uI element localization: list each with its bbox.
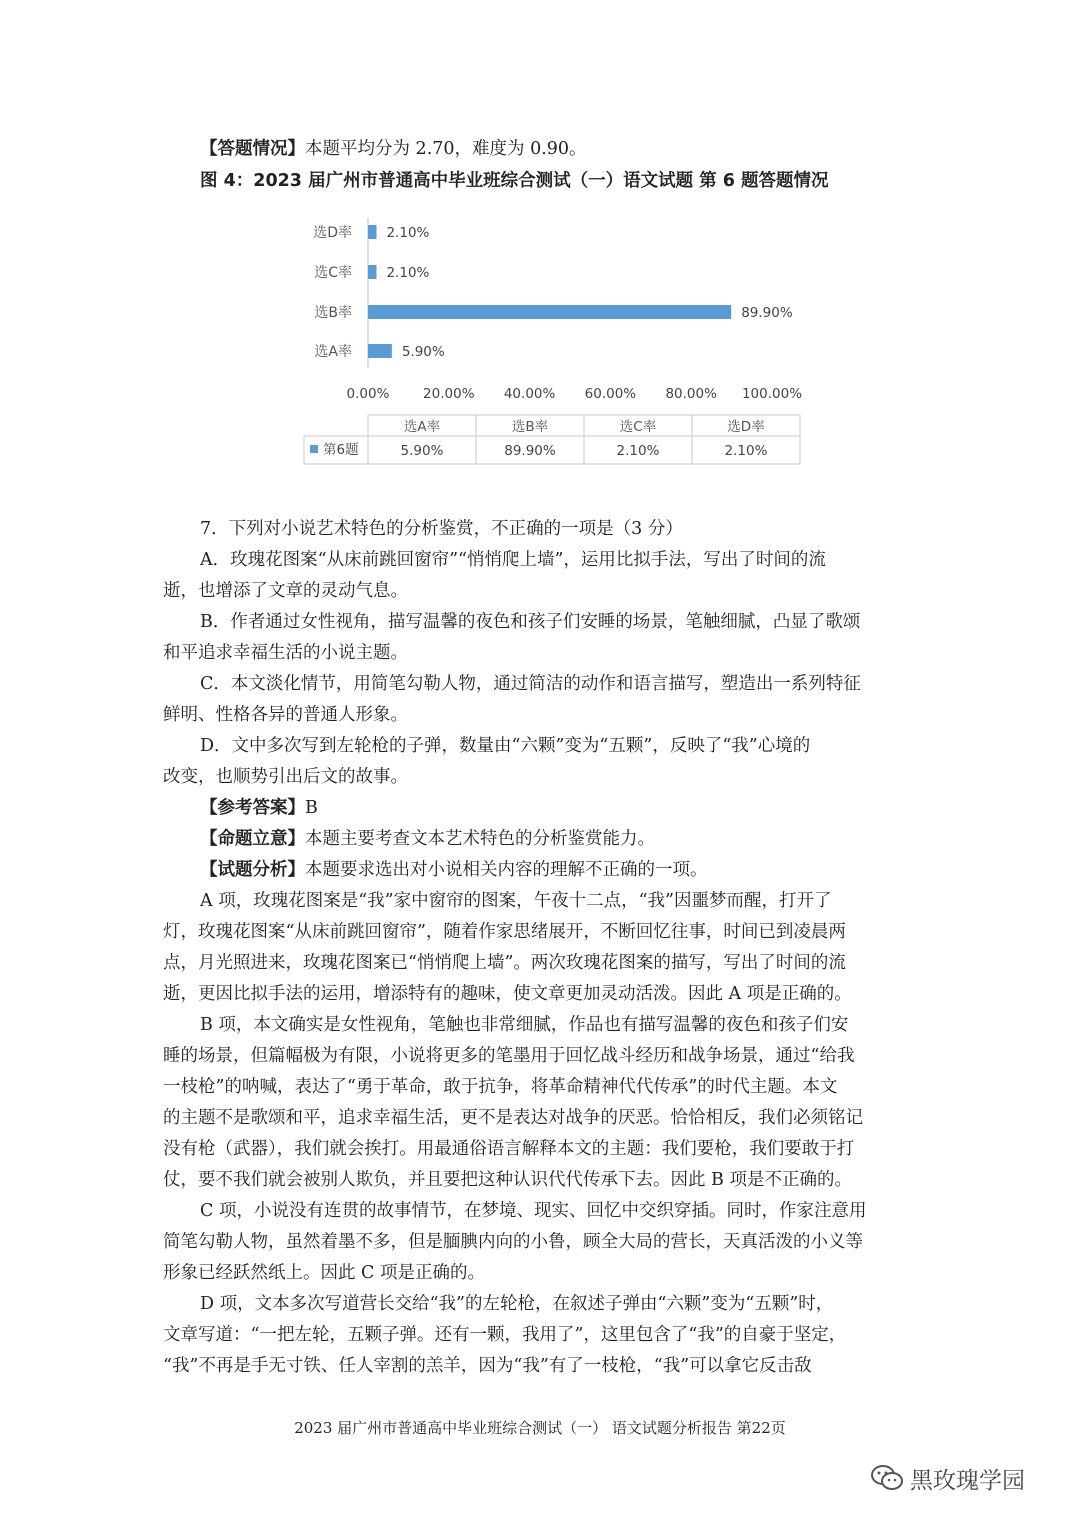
x-tick-label: 80.00%: [665, 386, 717, 402]
table-header-cell: 选A率: [403, 419, 441, 435]
value-label: 5.90%: [401, 344, 445, 360]
reference-answer-label: 【参考答案】: [200, 798, 305, 818]
x-tick-label: 0.00%: [346, 386, 390, 402]
x-tick-label: 40.00%: [503, 386, 556, 402]
x-tick-label: 20.00%: [423, 386, 475, 402]
answer-situation: [200, 134, 919, 165]
bar: [368, 265, 376, 279]
analysis-a-line-2: 灯，玫瑰花图案“从床前跳回窗帘”，随着作家思绪展开，不断回忆往事，时间已到凌晨两: [163, 922, 846, 942]
table-value-cell: 89.90%: [504, 443, 556, 459]
analysis-b-line-3: 一枝枪”的呐喊，表达了“勇于革命，敢于抗争，将革命精神代代传承”的时代主题。本文: [163, 1077, 838, 1097]
answer-situation-label: 【答题情况】: [200, 139, 305, 159]
table-value-cell: 2.10%: [724, 443, 768, 459]
analysis-a-line-1: A 项，玫瑰花图案是“我”家中窗帘的图案，午夜十二点，“我”因噩梦而醒，打开了: [200, 891, 832, 911]
analysis-b-line-2: 睡的场景，但篇幅极为有限，小说将更多的笔墨用于回忆战斗经历和战争场景，通过“给我: [163, 1046, 855, 1066]
analysis-b-line-1: B 项，本文确实是女性视角，笔触也非常细腻，作品也有描写温馨的夜色和孩子们安: [200, 1015, 849, 1035]
question-intent: [200, 824, 919, 855]
question-stem: 7．下列对小说艺术特色的分析鉴赏，不正确的一项是（3 分）: [200, 519, 683, 539]
question-analysis-label: 【试题分析】: [200, 860, 305, 880]
analysis-a-line-3: 点，月光照进来，玫瑰花图案已“悄悄爬上墙”。两次玫瑰花图案的描写，写出了时间的流: [163, 953, 846, 973]
page-footer: 2023 届广州市普通高中毕业班综合测试（一） 语文试题分析报告 第22页: [294, 1419, 786, 1437]
option-c-line-2: 鲜明、性格各异的普通人形象。: [163, 705, 408, 725]
category-label: 选C率: [314, 265, 352, 281]
bar-chart: [290, 210, 810, 472]
analysis-a-line-4: 逝，更因比拟手法的运用，增添特有的趣味，使文章更加灵动活泼。因此 A 项是正确的。: [163, 984, 852, 1004]
category-label: 选D率: [313, 225, 352, 241]
analysis-b-line-6: 仗，要不我们就会被别人欺负，并且要把这种认识代代传承下去。因此 B 项是不正确的。: [163, 1170, 852, 1190]
table-header-cell: 选B率: [511, 419, 549, 435]
bar: [368, 225, 376, 239]
option-b-line-2: 和平追求幸福生活的小说主题。: [163, 643, 408, 663]
watermark-text: 黑玫瑰学园: [910, 1467, 1025, 1494]
question-analysis: [200, 855, 919, 886]
table-value-cell: 2.10%: [616, 443, 660, 459]
table-header-cell: 选D率: [727, 419, 765, 435]
question-intent-text: 本题主要考查文本艺术特色的分析鉴赏能力。: [305, 829, 655, 849]
option-d-line-2: 改变，也顺势引出后文的故事。: [163, 767, 408, 787]
wechat-icon: [870, 1463, 904, 1493]
figure-title: 图 4：2023 届广州市普通高中毕业班综合测试（一）语文试题 第 6 题答题情况: [200, 171, 829, 191]
analysis-d-line-1: D 项，文本多次写道营长交给“我”的左轮枪，在叙述子弹由“六颗”变为“五颗”时，: [200, 1294, 834, 1314]
table-header-cell: 选C率: [619, 419, 657, 435]
table-row-label: 第6题: [323, 442, 359, 458]
reference-answer-value: B: [305, 798, 318, 818]
x-tick-label: 60.00%: [584, 386, 637, 402]
reference-answer: [200, 793, 919, 824]
analysis-c-line-3: 形象已经跃然纸上。因此 C 项是正确的。: [163, 1263, 486, 1283]
value-label: 2.10%: [386, 225, 430, 241]
legend-swatch: [310, 445, 318, 453]
table-value-cell: 5.90%: [400, 443, 444, 459]
x-tick-label: 100.00%: [741, 386, 803, 402]
option-d-line-1: D．文中多次写到左轮枪的子弹，数量由“六颗”变为“五颗”，反映了“我”心境的: [200, 736, 811, 756]
option-c-line-1: C．本文淡化情节，用简笔勾勒人物，通过简洁的动作和语言描写，塑造出一系列特征: [200, 674, 861, 694]
option-a-line-1: A．玫瑰花图案“从床前跳回窗帘”“悄悄爬上墙”，运用比拟手法，写出了时间的流: [200, 550, 826, 570]
question-intent-label: 【命题立意】: [200, 829, 305, 849]
value-label: 89.90%: [741, 305, 793, 321]
analysis-d-line-2: 文章写道：“一把左轮，五颗子弹。还有一颗，我用了”，这里包含了“我”的自豪于坚定，: [163, 1325, 847, 1345]
analysis-c-line-2: 简笔勾勒人物，虽然着墨不多，但是腼腆内向的小鲁，顾全大局的营长，天真活泼的小义等: [163, 1232, 863, 1252]
analysis-b-line-4: 的主题不是歌颂和平，追求幸福生活，更不是表达对战争的厌恶。恰恰相反，我们必须铭记: [163, 1108, 863, 1128]
answer-situation-text: 本题平均分为 2.70，难度为 0.90。: [305, 139, 587, 159]
category-label: 选B率: [314, 305, 352, 321]
analysis-d-line-3: “我”不再是手无寸铁、任人宰割的羔羊，因为“我”有了一枝枪，“我”可以拿它反击敌: [163, 1356, 812, 1376]
bar: [368, 305, 731, 319]
option-b-line-1: B．作者通过女性视角，描写温馨的夜色和孩子们安睡的场景，笔触细腻，凸显了歌颂: [200, 612, 861, 632]
watermark: [870, 1458, 1025, 1498]
analysis-c-line-1: C 项，小说没有连贯的故事情节，在梦境、现实、回忆中交织穿插。同时，作家注意用: [200, 1201, 867, 1221]
value-label: 2.10%: [386, 265, 430, 281]
question-analysis-text: 本题要求选出对小说相关内容的理解不正确的一项。: [305, 860, 708, 880]
category-label: 选A率: [314, 344, 352, 360]
bar: [368, 344, 392, 358]
analysis-b-line-5: 没有枪（武器），我们就会挨打。用最通俗语言解释本文的主题：我们要枪，我们要敢于打: [163, 1139, 855, 1159]
option-a-line-2: 逝，也增添了文章的灵动气息。: [163, 581, 408, 601]
